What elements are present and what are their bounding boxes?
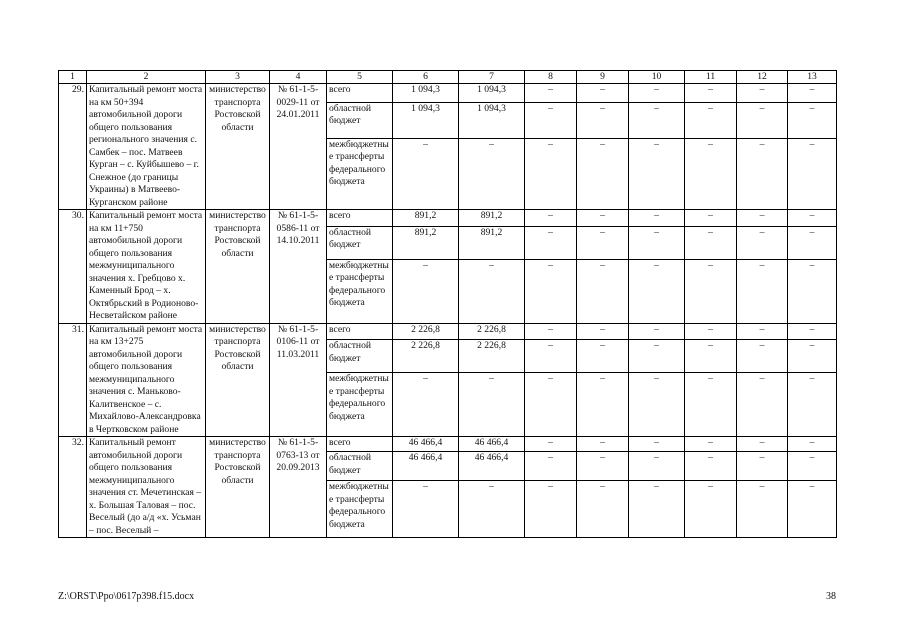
conclusion-doc: № 61-1-5-0029-11 от 24.01.2011 [270, 84, 327, 210]
value-cell-13: – [788, 84, 837, 103]
value-cell-11: – [685, 138, 737, 209]
value-cell-10: – [629, 481, 685, 538]
value-cell-8: – [525, 437, 577, 452]
column-header-3: 3 [206, 71, 270, 84]
value-cell-8: – [525, 373, 577, 437]
value-cell-13: – [788, 481, 837, 538]
value-cell-11: – [685, 84, 737, 103]
table-row [59, 437, 837, 452]
value-cell-7: 2 226,8 [459, 340, 525, 373]
footer-file-path: Z:\ORST\Ppo\0617p398.f15.docx [58, 591, 195, 602]
value-cell-11: – [685, 226, 737, 259]
column-header-1: 1 [59, 71, 87, 84]
row-number: 31. [59, 323, 87, 437]
value-cell-7: – [459, 138, 525, 209]
value-cell-13: – [788, 226, 837, 259]
row-number: 32. [59, 437, 87, 538]
value-cell-6: 891,2 [393, 210, 459, 227]
funding-source: всего [327, 84, 393, 103]
value-cell-13: – [788, 452, 837, 481]
value-cell-9: – [577, 84, 629, 103]
funding-source: межбюджетные трансферты федерального бюджета [327, 259, 393, 323]
value-cell-12: – [737, 138, 788, 209]
column-header-8: 8 [525, 71, 577, 84]
value-cell-10: – [629, 323, 685, 340]
funding-source: всего [327, 323, 393, 340]
register-table [58, 70, 837, 538]
value-cell-12: – [737, 226, 788, 259]
value-cell-6: 46 466,4 [393, 437, 459, 452]
value-cell-13: – [788, 102, 837, 138]
value-cell-12: – [737, 452, 788, 481]
value-cell-9: – [577, 226, 629, 259]
value-cell-6: 2 226,8 [393, 323, 459, 340]
value-cell-8: – [525, 323, 577, 340]
funding-source: областной бюджет [327, 102, 393, 138]
value-cell-8: – [525, 102, 577, 138]
value-cell-6: 1 094,3 [393, 84, 459, 103]
value-cell-9: – [577, 259, 629, 323]
header-row [59, 71, 837, 84]
column-header-6: 6 [393, 71, 459, 84]
value-cell-12: – [737, 373, 788, 437]
value-cell-13: – [788, 373, 837, 437]
column-header-2: 2 [87, 71, 206, 84]
value-cell-9: – [577, 437, 629, 452]
value-cell-7: – [459, 481, 525, 538]
value-cell-10: – [629, 452, 685, 481]
funding-source: всего [327, 210, 393, 227]
value-cell-6: 2 226,8 [393, 340, 459, 373]
funding-source: всего [327, 437, 393, 452]
column-header-7: 7 [459, 71, 525, 84]
value-cell-13: – [788, 340, 837, 373]
value-cell-12: – [737, 437, 788, 452]
funding-source: областной бюджет [327, 226, 393, 259]
value-cell-10: – [629, 138, 685, 209]
value-cell-7: 1 094,3 [459, 84, 525, 103]
value-cell-12: – [737, 102, 788, 138]
conclusion-doc: № 61-1-5-0106-11 от 11.03.2011 [270, 323, 327, 437]
value-cell-10: – [629, 373, 685, 437]
value-cell-11: – [685, 323, 737, 340]
value-cell-8: – [525, 452, 577, 481]
table-row [59, 84, 837, 103]
value-cell-10: – [629, 210, 685, 227]
value-cell-10: – [629, 226, 685, 259]
object-name: Капитальный ремонт моста на км 50+394 автомобильной дороги общего пользования регионального значения с. Самбек – пос. Матвеев Курган – с. Куйбышево – г. Снежное (до границы Украины) в Матвеево-Курганском районе [87, 84, 206, 210]
value-cell-6: – [393, 481, 459, 538]
funding-source: областной бюджет [327, 340, 393, 373]
value-cell-9: – [577, 210, 629, 227]
value-cell-13: – [788, 138, 837, 209]
funding-source: областной бюджет [327, 452, 393, 481]
value-cell-11: – [685, 481, 737, 538]
value-cell-9: – [577, 138, 629, 209]
value-cell-9: – [577, 481, 629, 538]
value-cell-11: – [685, 259, 737, 323]
executor: министерство транспорта Ростовской области [206, 84, 270, 210]
column-header-4: 4 [270, 71, 327, 84]
column-header-11: 11 [685, 71, 737, 84]
value-cell-9: – [577, 373, 629, 437]
value-cell-6: – [393, 373, 459, 437]
value-cell-6: – [393, 259, 459, 323]
value-cell-10: – [629, 437, 685, 452]
conclusion-doc: № 61-1-5-0586-11 от 14.10.2011 [270, 210, 327, 324]
value-cell-6: 1 094,3 [393, 102, 459, 138]
value-cell-8: – [525, 481, 577, 538]
value-cell-12: – [737, 259, 788, 323]
funding-source: межбюджетные трансферты федерального бюджета [327, 138, 393, 209]
value-cell-13: – [788, 437, 837, 452]
executor: министерство транспорта Ростовской области [206, 210, 270, 324]
value-cell-11: – [685, 210, 737, 227]
object-name: Капитальный ремонт моста на км 11+750 автомобильной дороги общего пользования межмуниципального значения х. Гребцово х. Каменный Брод – х. Октябрьский в Родионово-Несветайском районе [87, 210, 206, 324]
value-cell-11: – [685, 340, 737, 373]
funding-source: межбюджетные трансферты федерального бюджета [327, 481, 393, 538]
row-number: 30. [59, 210, 87, 324]
value-cell-6: 891,2 [393, 226, 459, 259]
value-cell-7: – [459, 259, 525, 323]
column-header-13: 13 [788, 71, 837, 84]
value-cell-11: – [685, 452, 737, 481]
table-row [59, 210, 837, 227]
executor: министерство транспорта Ростовской области [206, 437, 270, 538]
value-cell-7: 891,2 [459, 226, 525, 259]
value-cell-8: – [525, 259, 577, 323]
value-cell-9: – [577, 452, 629, 481]
object-name: Капитальный ремонт моста на км 13+275 автомобильной дороги общего пользования межмуниципального значения с. Маньково-Калитвенское – с. Михайлово-Александровка в Чертковском районе [87, 323, 206, 437]
column-header-5: 5 [327, 71, 393, 84]
value-cell-12: – [737, 481, 788, 538]
value-cell-11: – [685, 102, 737, 138]
value-cell-12: – [737, 323, 788, 340]
value-cell-7: 891,2 [459, 210, 525, 227]
value-cell-10: – [629, 340, 685, 373]
value-cell-9: – [577, 323, 629, 340]
value-cell-8: – [525, 138, 577, 209]
value-cell-7: 1 094,3 [459, 102, 525, 138]
funding-source: межбюджетные трансферты федерального бюджета [327, 373, 393, 437]
row-number: 29. [59, 84, 87, 210]
object-name: Капитальный ремонт автомобильной дороги общего пользования межмуниципального значения ст. Мечетинская – х. Большая Таловая – пос. Веселый (до а/д «х. Усьман – пос. Веселый – [87, 437, 206, 538]
value-cell-8: – [525, 340, 577, 373]
value-cell-10: – [629, 259, 685, 323]
footer-page-number: 38 [826, 591, 836, 602]
value-cell-10: – [629, 102, 685, 138]
value-cell-13: – [788, 323, 837, 340]
value-cell-10: – [629, 84, 685, 103]
column-header-9: 9 [577, 71, 629, 84]
value-cell-7: 2 226,8 [459, 323, 525, 340]
value-cell-12: – [737, 210, 788, 227]
value-cell-8: – [525, 226, 577, 259]
value-cell-12: – [737, 340, 788, 373]
value-cell-6: 46 466,4 [393, 452, 459, 481]
value-cell-6: – [393, 138, 459, 209]
executor: министерство транспорта Ростовской области [206, 323, 270, 437]
value-cell-13: – [788, 210, 837, 227]
value-cell-7: 46 466,4 [459, 452, 525, 481]
column-header-12: 12 [737, 71, 788, 84]
value-cell-13: – [788, 259, 837, 323]
value-cell-7: – [459, 373, 525, 437]
value-cell-12: – [737, 84, 788, 103]
value-cell-9: – [577, 340, 629, 373]
value-cell-8: – [525, 210, 577, 227]
column-header-10: 10 [629, 71, 685, 84]
conclusion-doc: № 61-1-5-0763-13 от 20.09.2013 [270, 437, 327, 538]
value-cell-11: – [685, 437, 737, 452]
table-row [59, 323, 837, 340]
value-cell-11: – [685, 373, 737, 437]
value-cell-7: 46 466,4 [459, 437, 525, 452]
value-cell-9: – [577, 102, 629, 138]
value-cell-8: – [525, 84, 577, 103]
